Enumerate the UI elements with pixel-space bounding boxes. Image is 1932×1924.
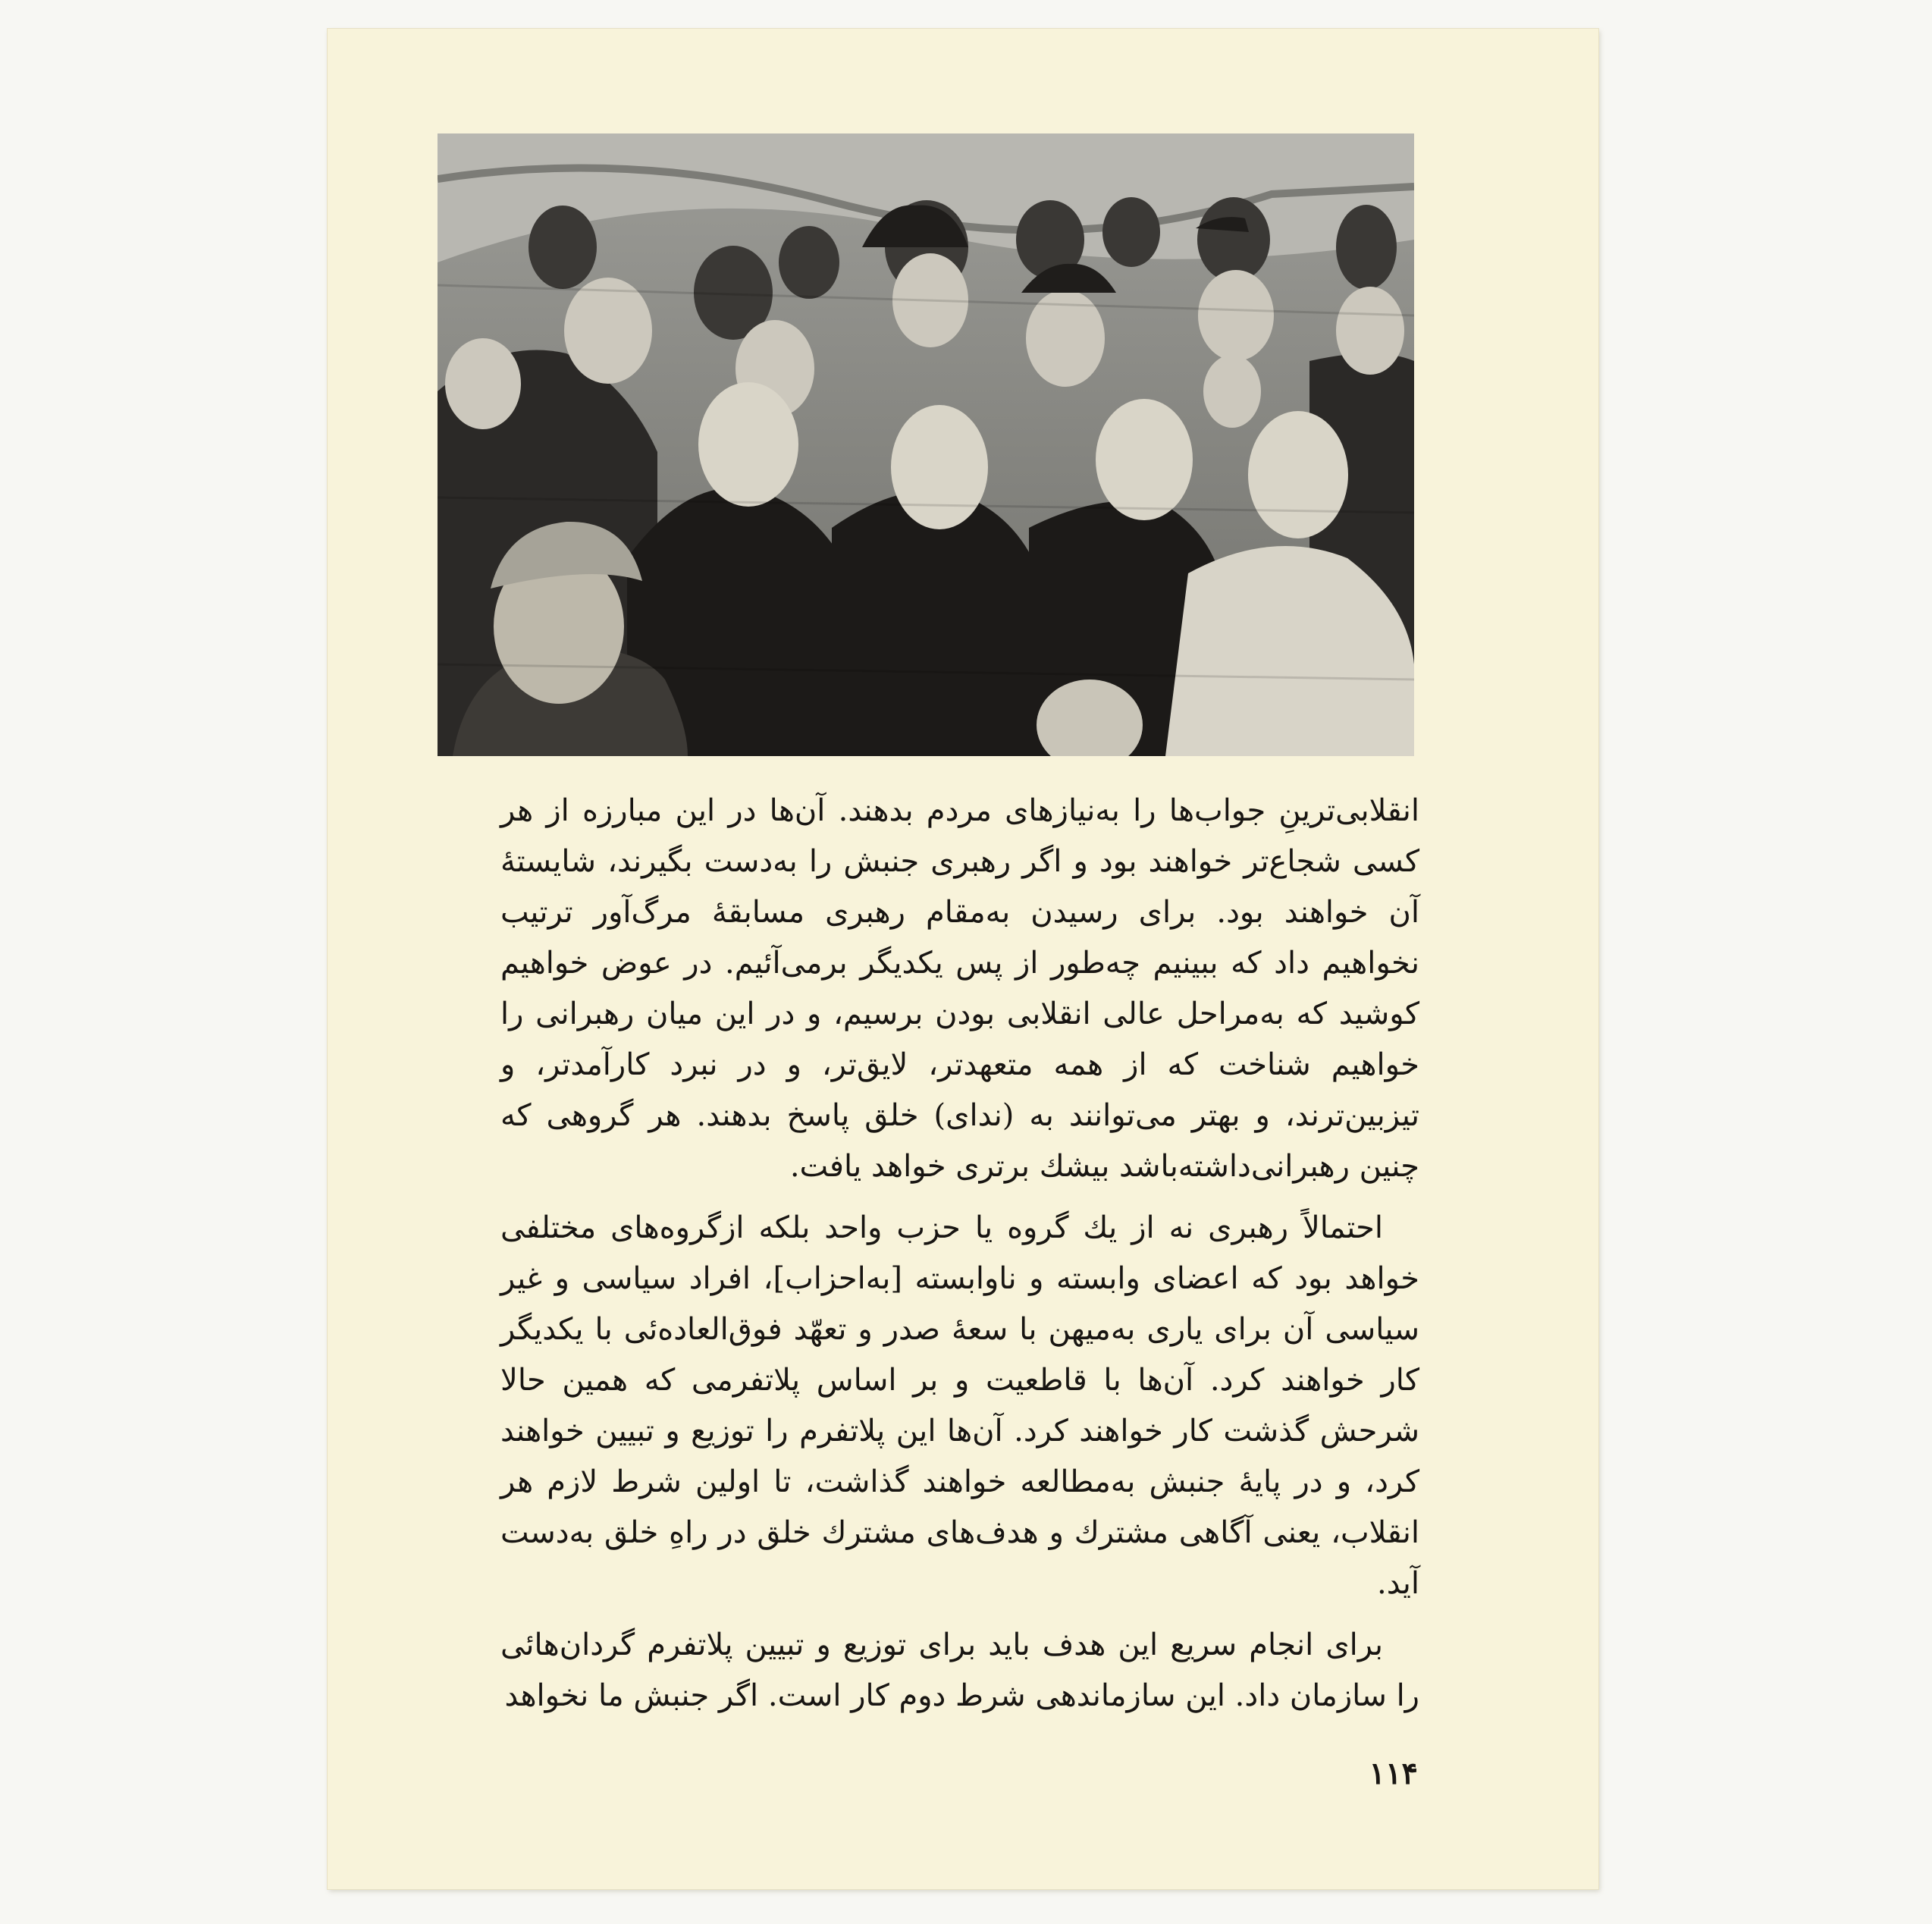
paragraph-1: انقلابی‌ترینِ جواب‌ها را به‌نیازهای مردم بدهند. آن‌ها در این مبارزه از هر کسی شجاع‌تر خواهند بود و اگر رهبری جنبش را به‌دست بگیرند، شایستهٔ آن خواهند بود. برای رسیدن به‌مقام رهبری مسابقهٔ مرگ‌آور ترتیب نخواهیم داد که ببینیم چه‌طور از پس یکدیگر برمی‌آئیم. در عوض خواهیم کوشید که به‌مراحل عالی انقلابی بودن برسیم، و در این میان رهبرانی را خواهیم شناخت که از همه متعهدتر، لایق‌تر، و در نبرد کارآمدتر، و تیزبین‌ترند، و بهتر می‌توانند به (ندای) خلق پاسخ بدهند. هر گروهی که چنین رهبرانی‌داشته‌باشد بیشك برتری خواهد یافت. (500, 793, 1419, 1184)
photo-illustration (438, 133, 1414, 756)
page-number: ۱۱۴ (1369, 1756, 1418, 1791)
book-page (328, 29, 1598, 1889)
body-text (500, 786, 1419, 1722)
paragraph-2: احتمالاً رهبری نه از یك گروه یا حزب واحد بلکه ازگروه‌های مختلفی خواهد بود که اعضای وابسته و ناوابسته [به‌احزاب]، افراد سیاسی و غیر سیاسی آن برای یاری به‌میهن با سعهٔ صدر و تعهّد فوق‌العاده‌ئی با یکدیگر کار خواهند کرد. آن‌ها با قاطعیت و بر اساس پلاتفرمی که همین حالا شرحش گذشت کار خواهند کرد. آن‌ها این پلاتفرم را توزیع و تبیین خواهند کرد، و در پایهٔ جنبش به‌مطالعه خواهند گذاشت، تا اولین شرط لازم هر انقلاب، یعنی آگاهی مشترك و هدف‌های مشترك خلق در راهِ خلق به‌دست آید. (500, 1210, 1419, 1601)
group-photograph (438, 133, 1414, 756)
paragraph-3: برای انجام سریع این هدف باید برای توزیع و تبیین پلاتفرم گردان‌هائی را سازمان داد. این سازماندهی شرط دوم کار است. اگر جنبش ما نخواهد (500, 1627, 1419, 1713)
